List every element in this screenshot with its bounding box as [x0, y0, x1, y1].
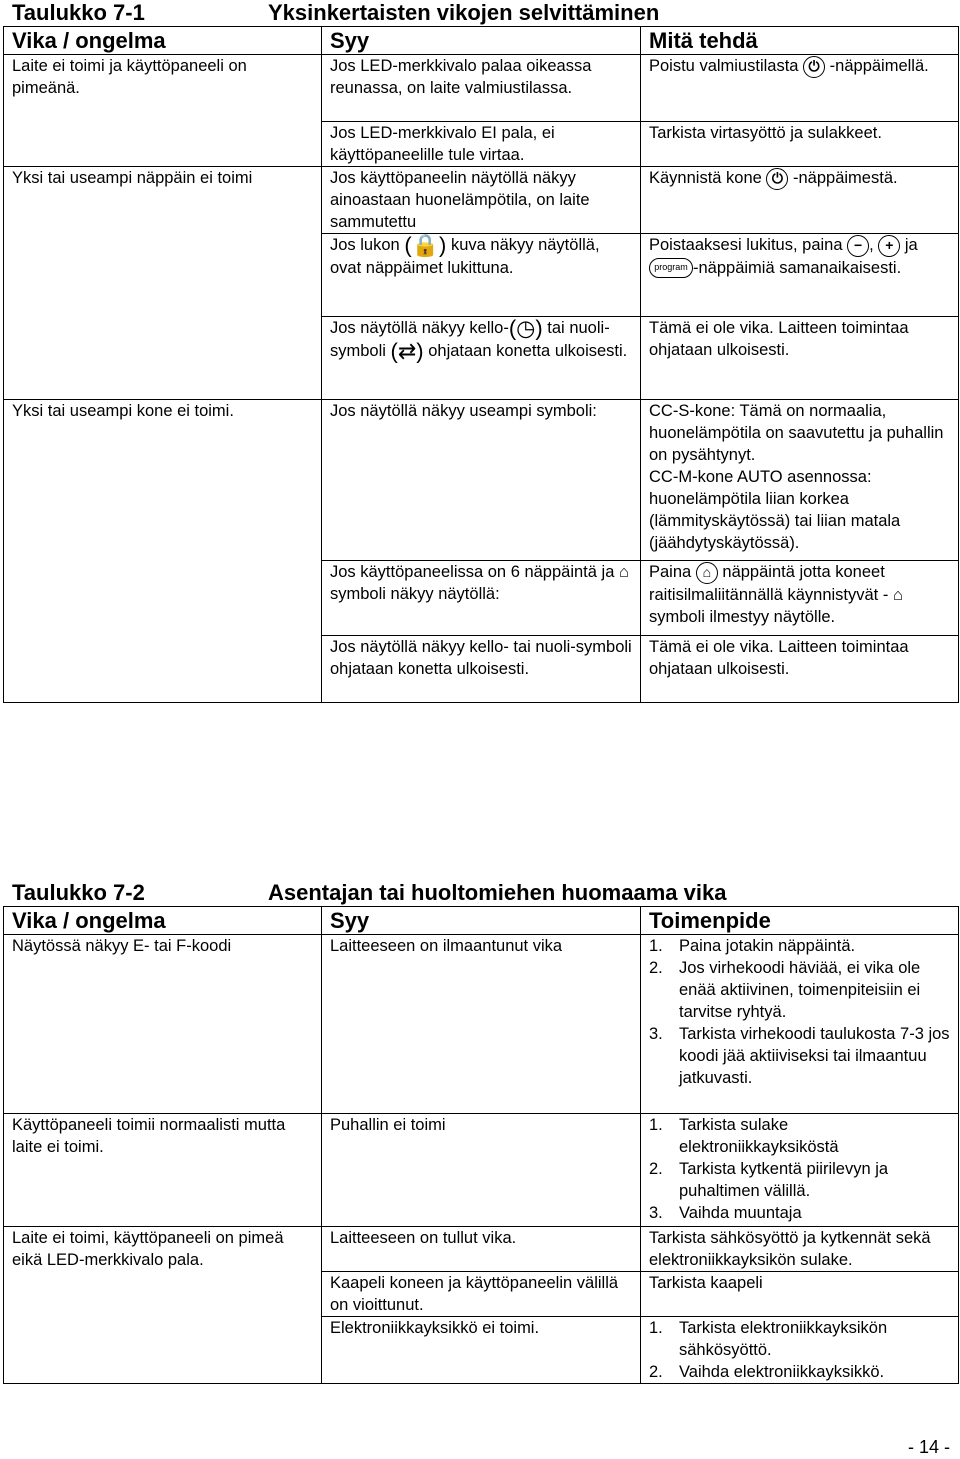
table1-number: Taulukko 7-1	[12, 0, 145, 25]
table1-r4-action: Poistaaksesi lukitus, paina − , + ja program -näppäimiä samanaikaisesti.	[641, 234, 959, 317]
table2-number: Taulukko 7-2	[12, 880, 145, 905]
fresh-air-icon: ⌂	[892, 585, 903, 604]
table1-r2-action: Tarkista virtasyöttö ja sulakkeet.	[641, 122, 959, 167]
table1-r3-action: Käynnistä kone ⏻ -näppäimestä.	[641, 167, 959, 234]
table1-r2-cause: Jos LED-merkkivalo EI pala, ei käyttöpaneelille tule virtaa.	[322, 122, 641, 167]
table2-r1-action	[641, 935, 959, 1114]
table-row	[4, 400, 959, 561]
table1-r5-action: Tämä ei ole vika. Laitteen toimintaa ohjataan ulkoisesti.	[641, 317, 959, 400]
fresh-air-icon: ⌂	[618, 563, 629, 581]
table1-r1-problem: Laite ei toimi ja käyttöpaneeli on pimeänä.	[4, 55, 322, 167]
table2-header-action: Toimenpide	[641, 907, 959, 935]
minus-icon: −	[847, 235, 869, 257]
table1-r7-cause: Jos käyttöpaneelissa on 6 näppäintä ja ⌂ symboli näkyy näytöllä:	[322, 561, 641, 636]
table-row	[4, 935, 959, 1114]
list-item: 2. Tarkista kytkentä piirilevyn ja puhaltimen välillä.	[649, 1160, 889, 1200]
table1-r8-cause: Jos näytöllä näkyy kello- tai nuoli-symboli ohjataan konetta ulkoisesti.	[322, 636, 641, 703]
list-item: 1. Tarkista sulake elektroniikkayksiköstä	[649, 1116, 839, 1156]
list-item: 2. Jos virhekoodi häviää, ei vika ole enää aktiivinen, toimenpiteisiin ei tarvitse ryhtyä.	[649, 959, 921, 1021]
program-icon: program	[649, 258, 693, 278]
table2-header-problem: Vika / ongelma	[4, 907, 322, 935]
table2-r5-steps	[649, 1317, 952, 1383]
power-icon: ⏻	[803, 56, 825, 78]
table2-r4-action: Tarkista kaapeli	[641, 1272, 959, 1317]
plus-icon: +	[878, 235, 900, 257]
table1-r3-problem: Yksi tai useampi näppäin ei toimi	[4, 167, 322, 400]
table-row	[4, 55, 959, 122]
list-item: 2. Vaihda elektroniikkayksikkö.	[649, 1363, 885, 1381]
table2-r1-steps	[649, 935, 952, 1089]
lock-icon: (🔒)	[404, 232, 447, 258]
table2-r2-action	[641, 1114, 959, 1227]
table1-r6-problem: Yksi tai useampi kone ei toimi.	[4, 400, 322, 703]
table2-r3-cause: Laitteeseen on tullut vika.	[322, 1227, 641, 1272]
table2-r3-action: Tarkista sähkösyöttö ja kytkennät sekä elektroniikkayksikön sulake.	[641, 1227, 959, 1272]
clock-icon: (◷)	[508, 315, 543, 341]
list-item: 3. Vaihda muuntaja	[649, 1204, 802, 1222]
table-row	[4, 1227, 959, 1272]
table1-name: Yksinkertaisten vikojen selvittäminen	[268, 0, 660, 25]
table-row	[4, 167, 959, 234]
page-number: - 14 -	[907, 1437, 950, 1457]
table1-header-problem: Vika / ongelma	[4, 27, 322, 55]
table2-header-cause: Syy	[322, 907, 641, 935]
table2-r1-problem: Näytössä näkyy E- tai F-koodi	[4, 935, 322, 1114]
table1-r7-action: Paina ⌂ näppäintä jotta koneet raitisilmaliitännällä käynnistyvät - ⌂ symboli ilmestyy näytölle.	[641, 561, 959, 636]
table1-r6-cause: Jos näytöllä näkyy useampi symboli:	[322, 400, 641, 561]
table1	[3, 26, 959, 703]
table2-r1-cause: Laitteeseen on ilmaantunut vika	[322, 935, 641, 1114]
table1-r4-cause: Jos lukon (🔒) kuva näkyy näytöllä, ovat näppäimet lukittuna.	[322, 234, 641, 317]
table1-header-row	[4, 27, 959, 55]
list-item: 1. Paina jotakin näppäintä.	[649, 937, 856, 955]
power-icon: ⏻	[766, 168, 788, 190]
table2-r2-steps	[649, 1114, 952, 1224]
table1-r5-cause: Jos näytöllä näkyy kello-(◷) tai nuoli-symboli (⇄) ohjataan konetta ulkoisesti.	[322, 317, 641, 400]
table2-r4-cause: Kaapeli koneen ja käyttöpaneelin välillä on vioittunut.	[322, 1272, 641, 1317]
table2-r2-problem: Käyttöpaneeli toimii normaalisti mutta laite ei toimi.	[4, 1114, 322, 1227]
fresh-air-button-icon: ⌂	[696, 562, 718, 584]
table1-r3-cause: Jos käyttöpaneelin näytöllä näkyy ainoastaan huonelämpötila, on laite sammutettu	[322, 167, 641, 234]
table2-r5-cause: Elektroniikkayksikkö ei toimi.	[322, 1317, 641, 1384]
table2-r2-cause: Puhallin ei toimi	[322, 1114, 641, 1227]
arrows-icon: (⇄)	[390, 338, 424, 364]
table1-r6-action: CC-S-kone: Tämä on normaalia, huonelämpötila on saavutettu ja puhallin on pysähtynyt. CC-M-kone AUTO asennossa: huonelämpötila liian korkea (lämmityskäytössä) tai liian matala (jäähdytyskäytössä).	[641, 400, 959, 561]
table1-header-cause: Syy	[322, 27, 641, 55]
table-row	[4, 1114, 959, 1227]
table2-name: Asentajan tai huoltomiehen huomaama vika	[268, 880, 727, 905]
table2-r5-action	[641, 1317, 959, 1384]
table2-header-row	[4, 907, 959, 935]
table1-r1-action: Poistu valmiustilasta ⏻ -näppäimellä.	[641, 55, 959, 122]
table2	[3, 906, 959, 1384]
table1-r1-cause: Jos LED-merkkivalo palaa oikeassa reunassa, on laite valmiustilassa.	[322, 55, 641, 122]
list-item: 1. Tarkista elektroniikkayksikön sähkösyöttö.	[649, 1319, 888, 1359]
table1-header-action: Mitä tehdä	[641, 27, 959, 55]
table2-r3-problem: Laite ei toimi, käyttöpaneeli on pimeä eikä LED-merkkivalo pala.	[4, 1227, 322, 1384]
table1-r8-action: Tämä ei ole vika. Laitteen toimintaa ohjataan ulkoisesti.	[641, 636, 959, 703]
list-item: 3. Tarkista virhekoodi taulukosta 7-3 jos koodi jää aktiiviseksi tai ilmaantuu jatkuvasti.	[649, 1025, 950, 1087]
